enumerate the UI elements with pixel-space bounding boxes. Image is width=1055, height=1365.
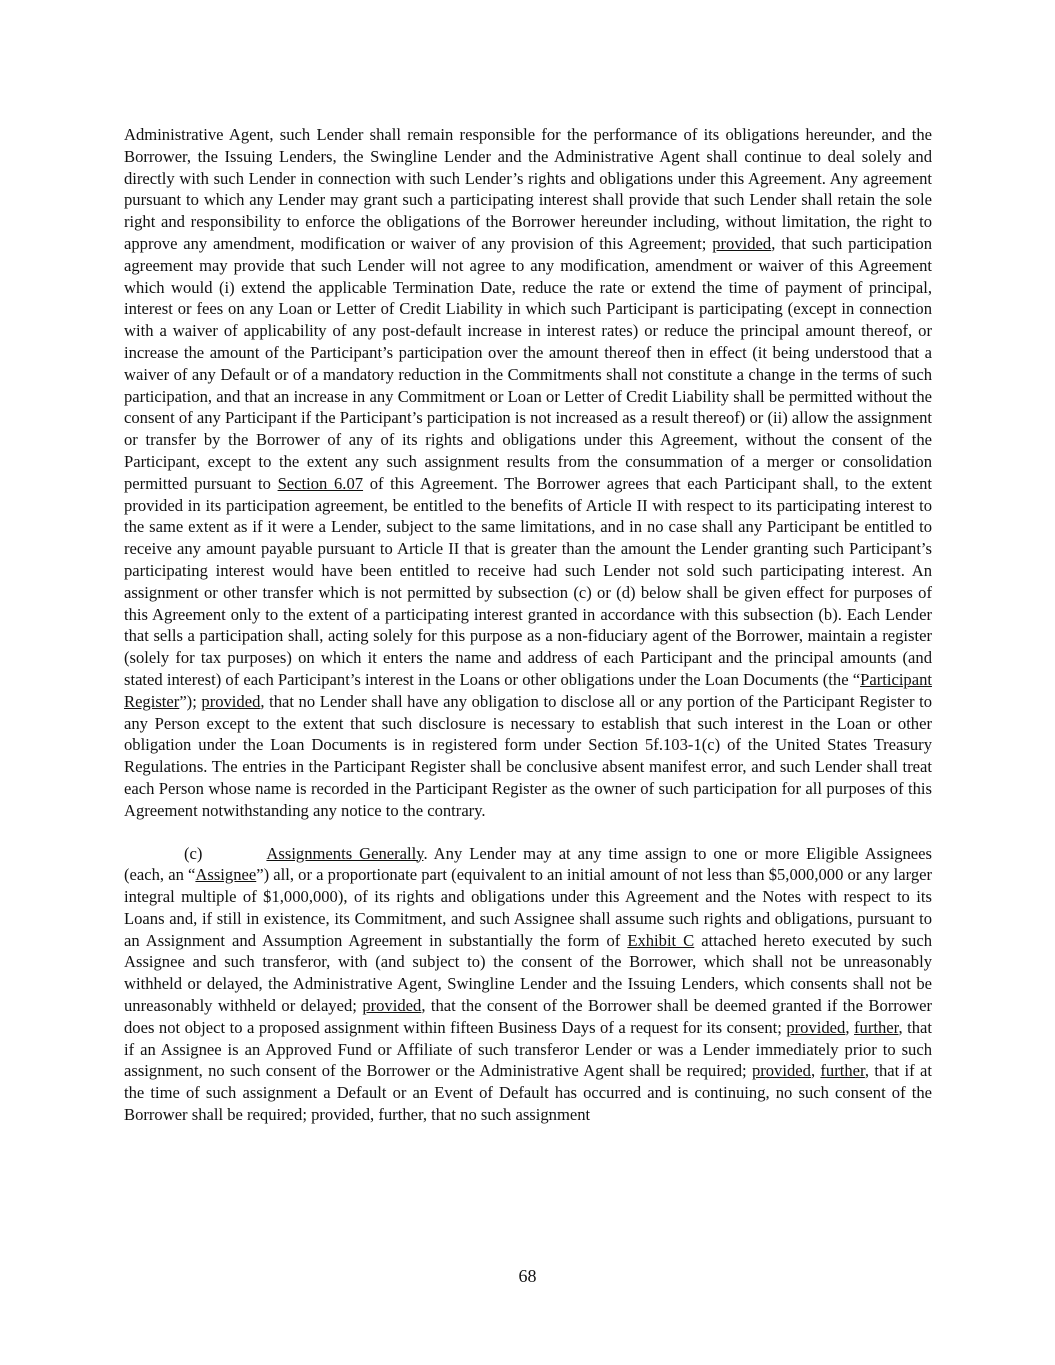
participation-paragraph xyxy=(124,124,932,822)
text-run: , xyxy=(845,1017,854,1037)
provided-term: provided xyxy=(751,1061,811,1081)
text-run: , that the consent of the Borrower shall be deemed granted if the Borrower does not object to a proposed assignment within fifteen Business Days of a request for its consent; xyxy=(124,996,932,1037)
defined-term-assignee: Assignee xyxy=(195,865,257,885)
text-run: , xyxy=(810,1061,821,1081)
further-term: further xyxy=(820,1061,865,1081)
text-run: , that if at the time of such assignment a Default or an Event of Default has occurred and is continuing, no such consent of the Borrower shall be required; provided, further, that no such assignment xyxy=(124,1061,932,1125)
provided-term: provided xyxy=(362,996,422,1016)
text-run: of this Agreement. The Borrower agrees that each Participant shall, to the extent provided in its participation agreement, be entitled to the benefits of Article II with respect to its participating interest to the same extent as if it were a Lender, subject to the same limitations, and in no case shall any Participant be entitled to receive any amount payable pursuant to Article II that is greater than the amount the Lender granting such Participant’s participating interest would have been entitled to receive had such Lender not sold such participating interest. An assignment or other transfer which is not permitted by subsection (c) or (d) below shall be given effect for purposes of this Agreement only to the extent of a participating interest granted in accordance with this subsection (b). Each Lender that sells a participation shall, acting solely for this purpose as a non-fiduciary agent of the Borrower, maintain a register (solely for tax purposes) on which it enters the name and address of each Participant and the principal amounts (and stated interest) of each Participant’s interest in the Loans or other obligations under the Loan Documents (the “ xyxy=(124,473,932,689)
provided-term: provided xyxy=(786,1017,846,1037)
text-run: , that such participation agreement may provide that such Lender will not agree to any modification, amendment or waiver of this Agreement which would (i) extend the applicable Termination Date, reduce the rate or extend the time of payment of principal, interest or fees on any Loan or Letter of Credit Liability in which such Participant is participating (except in connection with a waiver of applicability of any post-default increase in interest rates) or reduce the principal amount thereof, or increase the amount of the Participant’s participation over the amount thereof then in effect (it being understood that a waiver of any Default or of a mandatory reduction in the Commitments shall not constitute a change in the terms of such participation, and that an increase in any Commitment or Loan or Letter of Credit Liability shall be permitted without the consent of any Participant if the Participant’s participation is not increased as a result thereof) or (ii) allow the assignment or transfer by the Borrower of any of its rights and obligations under this Agreement, without the consent of the Participant, except to the extent any such assignment results from the consummation of a merger or consolidation permitted pursuant to xyxy=(124,233,932,493)
subsection-label: (c) xyxy=(184,843,203,863)
exhibit-reference: Exhibit C xyxy=(627,930,695,950)
text-run: . Any Lender may at any time assign to one or more Eligible Assignees (each, an “ xyxy=(124,843,932,885)
further-term: further xyxy=(854,1017,899,1037)
defined-term-participant-register: Participant Register xyxy=(124,669,932,711)
text-run: ”) all, or a proportionate part (equivalent to an initial amount of not less than $5,000,000 or any larger integral multiple of $1,000,000), of its rights and obligations under this Agreement and the Notes with respect to its Loans and, if still in existence, its Commitment, and such Assignee shall assume such rights and obligations, pursuant to an Assignment and Assumption Agreement in substantially the form of xyxy=(124,865,933,950)
page-number: 68 xyxy=(518,1266,537,1286)
section-reference: Section 6.07 xyxy=(277,473,364,493)
subsection-heading: Assignments Generally xyxy=(266,843,424,863)
provided-term: provided xyxy=(712,233,772,253)
document-page xyxy=(124,124,932,1126)
assignments-paragraph xyxy=(124,843,932,1126)
text-run: , that no Lender shall have any obligation to disclose all or any portion of the Participant Register to any Person except to the extent that such disclosure is necessary to establish that such interest in the Loan or other obligation under the Loan Documents is in registered form under Section 5f.103-1(c) of the United States Treasury Regulations. The entries in the Participant Register shall be conclusive absent manifest error, and such Lender shall treat each Person whose name is recorded in the Participant Register as the owner of such participation for all purposes of this Agreement notwithstanding any notice to the contrary. xyxy=(124,691,932,820)
provided-term: provided xyxy=(201,691,261,711)
text-run: Administrative Agent, such Lender shall remain responsible for the performance of its obligations hereunder, and the Borrower, the Issuing Lenders, the Swingline Lender and the Administrative Agent shall continue to deal solely and directly with such Lender in connection with such Lender’s rights and obligations under this Agreement. Any agreement pursuant to which any Lender may grant such a participating interest shall provide that such Lender shall retain the sole right and responsibility to enforce the obligations of the Borrower hereunder including, without limitation, the right to approve any amendment, modification or waiver of any provision of this Agreement; xyxy=(124,125,932,253)
text-run: ”); xyxy=(179,691,202,711)
text-run: attached hereto executed by such Assignee and such transferor, with (and subject to) the consent of the Borrower, which shall not be unreasonably withheld or delayed, the Administrative Agent, Swingline Lender and the Issuing Lenders, which consents shall not be unreasonably withheld or delayed; xyxy=(124,930,932,1016)
text-run: , that if an Assignee is an Approved Fund or Affiliate of such transferor Lender or was a Lender immediately prior to such assignment, no such consent of the Borrower or the Administrative Agent shall be required; xyxy=(124,1017,932,1081)
